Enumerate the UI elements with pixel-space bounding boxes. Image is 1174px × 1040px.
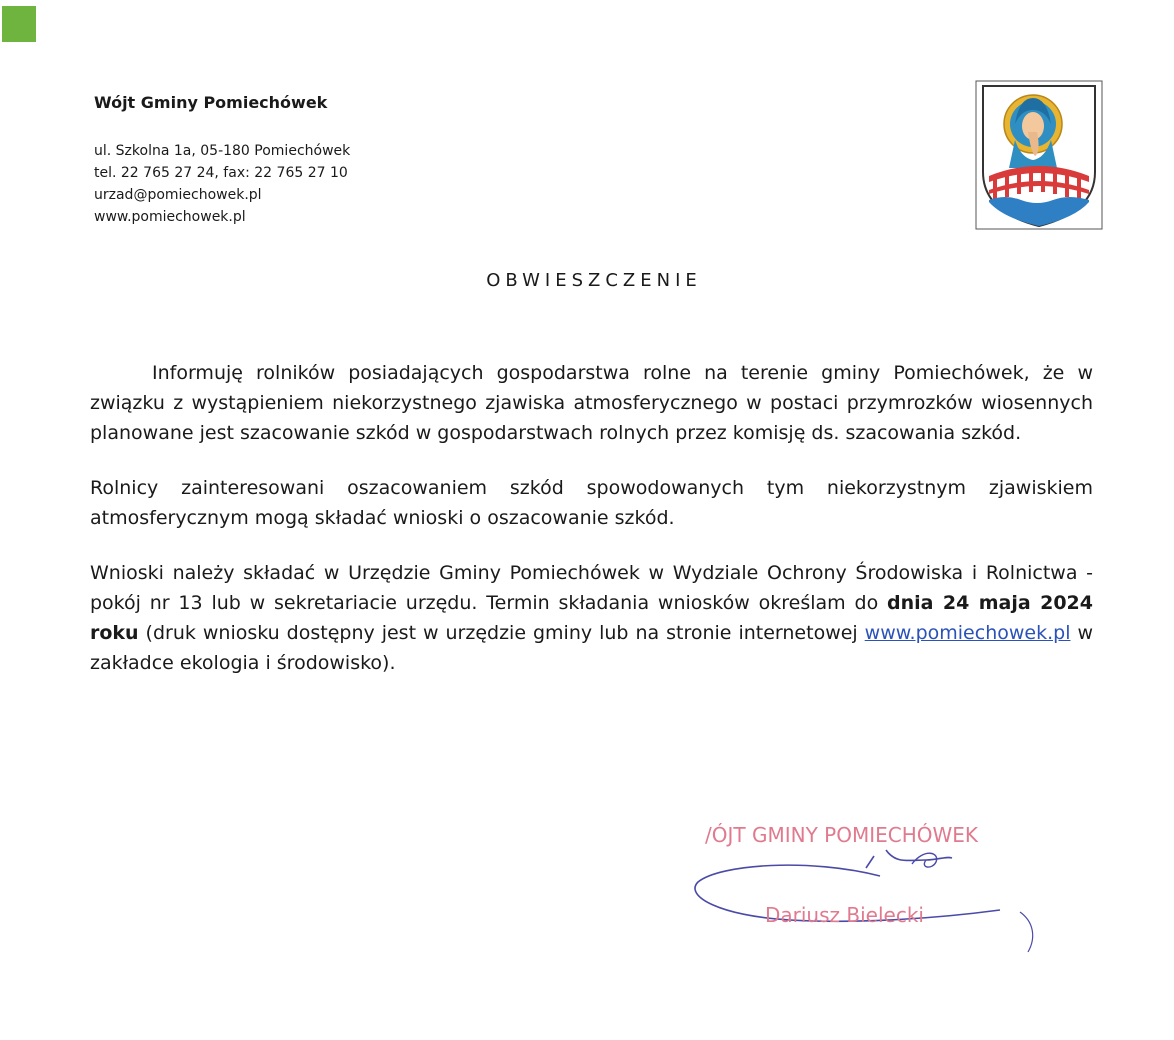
applications-text-1: Wnioski należy składać w Urzędzie Gminy Pomiechówek w Wydziale Ochrony Środowiska i Rolnictwa - pokój nr 13 lub w sekretariacie urzędu. Termin składania wniosków określam do xyxy=(90,562,1093,614)
handwritten-signature-icon xyxy=(690,830,1050,960)
applications-text-3: w zakładce ekologia i środowisko). xyxy=(90,622,1093,674)
letterhead xyxy=(94,92,514,228)
address-line: ul. Szkolna 1a, 05-180 Pomiechówek xyxy=(94,143,351,159)
official-stamp-name: Dariusz Bielecki xyxy=(765,903,924,927)
announcement-body xyxy=(90,358,1093,703)
coat-of-arms-icon xyxy=(975,80,1103,230)
paragraph-inform: Informuję rolników posiadających gospodarstwa rolne na terenie gminy Pomiechówek, że w związku z wystąpieniem niekorzystnego zjawiska atmosferycznego w postaci przymrozków wiosennych planowane jest szacowanie szkód w gospodarstwach rolnych przez komisję ds. szacowania szkód. xyxy=(90,362,1093,444)
paragraph-applications xyxy=(90,558,1093,678)
website-line: www.pomiechowek.pl xyxy=(94,209,246,225)
official-stamp-title: /ÓJT GMINY POMIECHÓWEK xyxy=(705,823,979,847)
paragraph-farmers: Rolnicy zainteresowani oszacowaniem szkód spowodowanych tym niekorzystnym zjawiskiem atmosferycznym mogą składać wnioski o oszacowanie szkód. xyxy=(90,477,1093,529)
corner-scan-mark xyxy=(2,6,36,42)
office-title: Wójt Gminy Pomiechówek xyxy=(94,93,328,112)
deadline-date: dnia 24 maja 2024 roku xyxy=(90,592,1093,644)
website-link[interactable]: www.pomiechowek.pl xyxy=(864,622,1071,644)
phone-line: tel. 22 765 27 24, fax: 22 765 27 10 xyxy=(94,165,348,181)
email-line: urzad@pomiechowek.pl xyxy=(94,187,262,203)
document-title: OBWIESZCZENIE xyxy=(486,270,702,291)
applications-text-2: (druk wniosku dostępny jest w urzędzie gminy lub na stronie internetowej xyxy=(138,622,865,644)
